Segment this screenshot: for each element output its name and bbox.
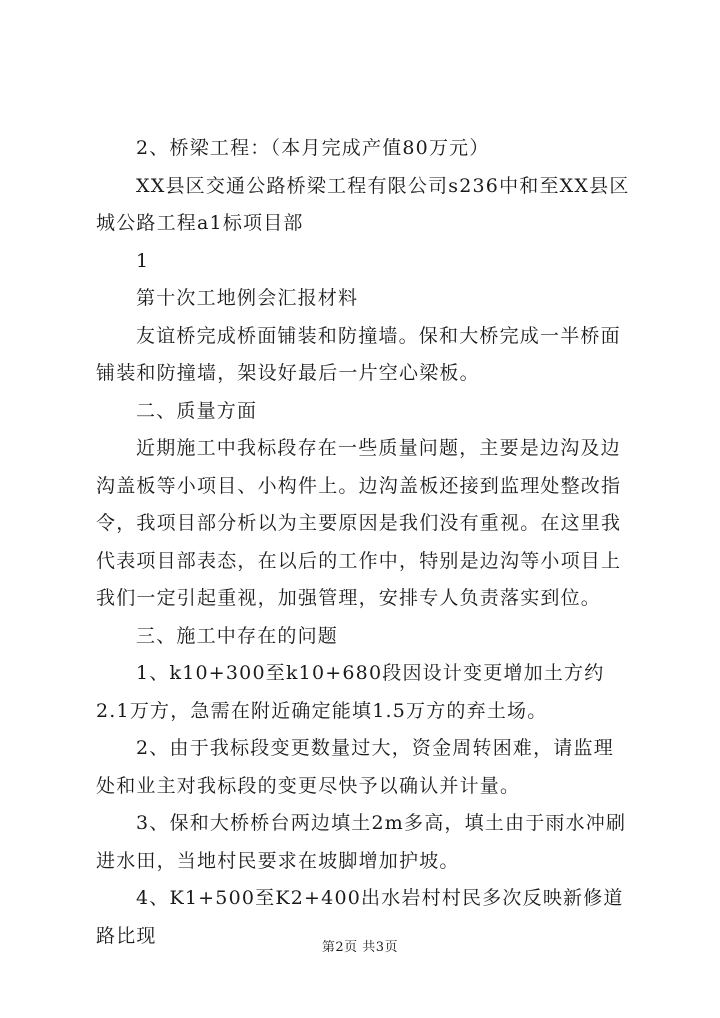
- paragraph-problem-1: 1、k10+300至k10+680段因设计变更增加土方约2.1万方，急需在附近确定能填1.5万方的弃土场。: [96, 662, 605, 722]
- paragraph-quality-issues: 近期施工中我标段存在一些质量问题，主要是边沟及边沟盖板等小项目、小构件上。边沟盖板还接到监理处整改指令，我项目部分析以为主要原因是我们没有重视。在这里我代表项目部表态，在以后的工作中，特别是边沟等小项目上我们一定引起重视，加强管理，安排专人负责落实到位。: [96, 437, 622, 609]
- paragraph-company-header: XX县区交通公路桥梁工程有限公司s236中和至XX县区城公路工程a1标项目部: [96, 174, 630, 234]
- paragraph-bridge-engineering: 2、桥梁工程：（本月完成产值80万元）: [136, 137, 490, 159]
- paragraph-bridge-progress: 友谊桥完成桥面铺装和防撞墙。保和大桥完成一半桥面铺装和防撞墙，架设好最后一片空心梁板。: [96, 324, 621, 384]
- heading-construction-problems: 三、施工中存在的问题: [136, 624, 339, 647]
- paragraph-problem-2: 2、由于我标段变更数量过大，资金周转困难，请监理处和业主对我标段的变更尽快予以确认并计量。: [96, 737, 614, 797]
- heading-quality: 二、质量方面: [136, 399, 258, 422]
- page-footer: 第2页 共3页: [321, 940, 399, 955]
- paragraph-problem-3: 3、保和大桥桥台两边填土2m多高，填土由于雨水冲刷进水田，当地村民要求在坡脚增加护坡。: [96, 812, 627, 872]
- document-body: [96, 130, 632, 955]
- paragraph-report-title: 第十次工地例会汇报材料: [136, 287, 359, 309]
- paragraph-problem-4: 4、K1+500至K2+400出水岩村村民多次反映新修道路比现: [96, 887, 624, 947]
- paragraph-page-number: 1: [136, 249, 150, 272]
